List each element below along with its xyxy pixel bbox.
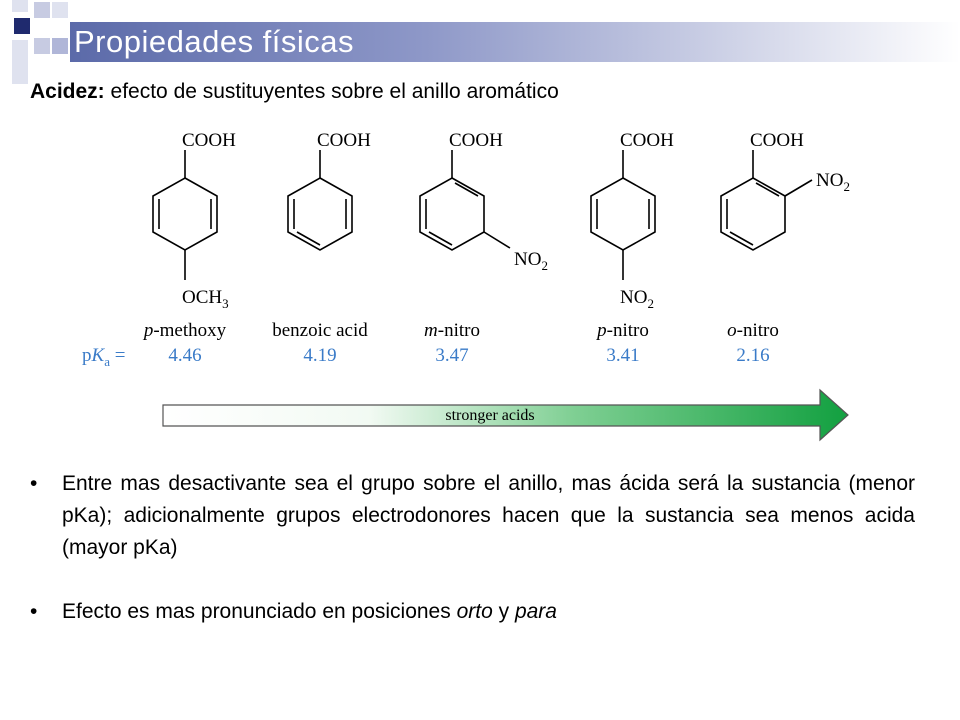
decor-square-light-3 bbox=[34, 38, 50, 54]
pka-value: 3.41 bbox=[606, 345, 640, 366]
decor-vbar bbox=[12, 0, 28, 12]
bullet-dot: • bbox=[30, 600, 38, 623]
name-m-nitro: m-nitro bbox=[424, 320, 480, 341]
bullet-text-para: para bbox=[514, 600, 557, 623]
decor-square-light-2 bbox=[52, 2, 68, 18]
arrow-label: stronger acids bbox=[445, 407, 535, 424]
compound-o-nitro bbox=[721, 130, 850, 250]
pka-value: 3.47 bbox=[435, 345, 469, 366]
bullet-text-orto: orto bbox=[456, 600, 493, 623]
compound-m-nitro bbox=[420, 130, 548, 273]
slide-title: Propiedades físicas bbox=[74, 24, 355, 59]
pka-value: 4.19 bbox=[303, 345, 337, 366]
och3-label: $OCH_3$ bbox=[182, 287, 229, 311]
subtitle-rest: efecto de sustituyentes sobre el anillo aromático bbox=[104, 80, 559, 103]
cooh-label: COOH bbox=[182, 130, 236, 151]
compound-benzoic-acid bbox=[288, 130, 371, 250]
acidity-figure bbox=[70, 118, 870, 448]
no2-label: $NO_2$ bbox=[514, 249, 548, 273]
cooh-label: COOH bbox=[620, 130, 674, 151]
no2-label: $NO_2$ bbox=[620, 287, 654, 311]
decor-square-light bbox=[34, 2, 50, 18]
no2-label: $NO_2$ bbox=[816, 170, 850, 194]
bullet-item bbox=[30, 468, 915, 564]
bullet-dot: • bbox=[30, 472, 38, 495]
cooh-label: COOH bbox=[317, 130, 371, 151]
subtitle-bold: Acidez: bbox=[30, 80, 105, 103]
decor-vbar-2 bbox=[12, 40, 28, 84]
bullet-text-mid: y bbox=[492, 600, 515, 623]
bullet-list bbox=[30, 468, 915, 628]
name-benzoic-acid: benzoic acid bbox=[272, 320, 368, 341]
cooh-label: COOH bbox=[750, 130, 804, 151]
pka-label: $pK_a$ = bbox=[82, 345, 126, 369]
compound-p-methoxy bbox=[153, 130, 236, 311]
decor-square-navy bbox=[14, 18, 30, 34]
name-o-nitro: o-nitro bbox=[727, 320, 779, 341]
compound-p-nitro bbox=[591, 130, 674, 311]
bullet-text-pre: Efecto es mas pronunciado en posiciones bbox=[62, 600, 457, 623]
cooh-label: COOH bbox=[449, 130, 503, 151]
name-p-methoxy: p-methoxy bbox=[143, 320, 227, 341]
decor-square-lilac bbox=[52, 38, 68, 54]
pka-value: 2.16 bbox=[736, 345, 770, 366]
pka-row bbox=[82, 345, 770, 369]
slide-subtitle bbox=[30, 80, 559, 104]
bullet-item bbox=[30, 596, 915, 628]
name-p-nitro: p-nitro bbox=[597, 320, 649, 341]
bullet-text: Entre mas desactivante sea el grupo sobre el anillo, mas ácida será la sustancia (menor pKa); adicionalmente grupos electrodonores hacen que la sustancia sea menos acida (mayor pKa) bbox=[62, 472, 915, 559]
pka-value: 4.46 bbox=[168, 345, 202, 366]
